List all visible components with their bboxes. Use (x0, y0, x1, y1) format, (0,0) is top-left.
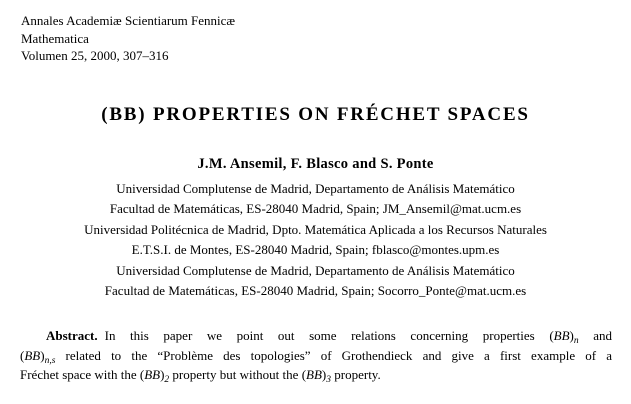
authors-line: J.M. Ansemil, F. Blasco and S. Ponte (197, 156, 434, 172)
affiliation-line: Universidad Politécnica de Madrid, Dpto. Matemática Aplicada a los Recursos Naturales (84, 221, 547, 237)
abstract-text: In this paper we point out some relations concerning properties (104, 328, 550, 343)
abstract-text: property. (331, 367, 381, 382)
journal-name: Annales Academiæ Scientiarum Fennicæ (21, 13, 236, 28)
math-bb-2: $(BB)_2$ (139, 367, 170, 385)
abstract-line-3 (20, 365, 612, 385)
abstract-text: related to the “Problème des topologies” of Grothendieck and give a first example of a (55, 347, 612, 363)
paper-title: (BB) PROPERTIES ON FRÉCHET SPACES (101, 104, 530, 125)
affiliation-line: E.T.S.I. de Montes, ES-28040 Madrid, Spain; fblasco@montes.upm.es (131, 242, 500, 258)
math-bb-3: $(BB)_3$ (301, 367, 332, 385)
abstract-label: Abstract. (46, 328, 98, 343)
journal-series: Mathematica (21, 30, 89, 46)
abstract-text: property but without the (169, 367, 302, 382)
math-bb-n: $(BB)_n$ (549, 328, 579, 346)
volume-info: Volumen 25, 2000, 307–316 (21, 48, 169, 63)
abstract-paragraph (20, 326, 612, 385)
affiliation-line: Facultad de Matemáticas, ES-28040 Madrid, Spain; Socorro_Ponte@mat.ucm.es (104, 283, 527, 299)
abstract-line-2 (20, 346, 612, 366)
affiliation-line: Universidad Complutense de Madrid, Departamento de Análisis Matemático (116, 181, 515, 196)
math-bb-ns: $(BB)_{n,s}$ (20, 347, 56, 366)
abstract-text: Fréchet space with the (20, 367, 140, 382)
affiliation-line: Universidad Complutense de Madrid, Departamento de Análisis Matemático (116, 262, 515, 278)
abstract-text: and (578, 328, 612, 343)
journal-header (21, 12, 235, 65)
affiliations-block (0, 179, 631, 301)
affiliation-line: Facultad de Matemáticas, ES-28040 Madrid, Spain; JM_Ansemil@mat.ucm.es (109, 201, 522, 217)
abstract-line-1 (20, 326, 612, 346)
